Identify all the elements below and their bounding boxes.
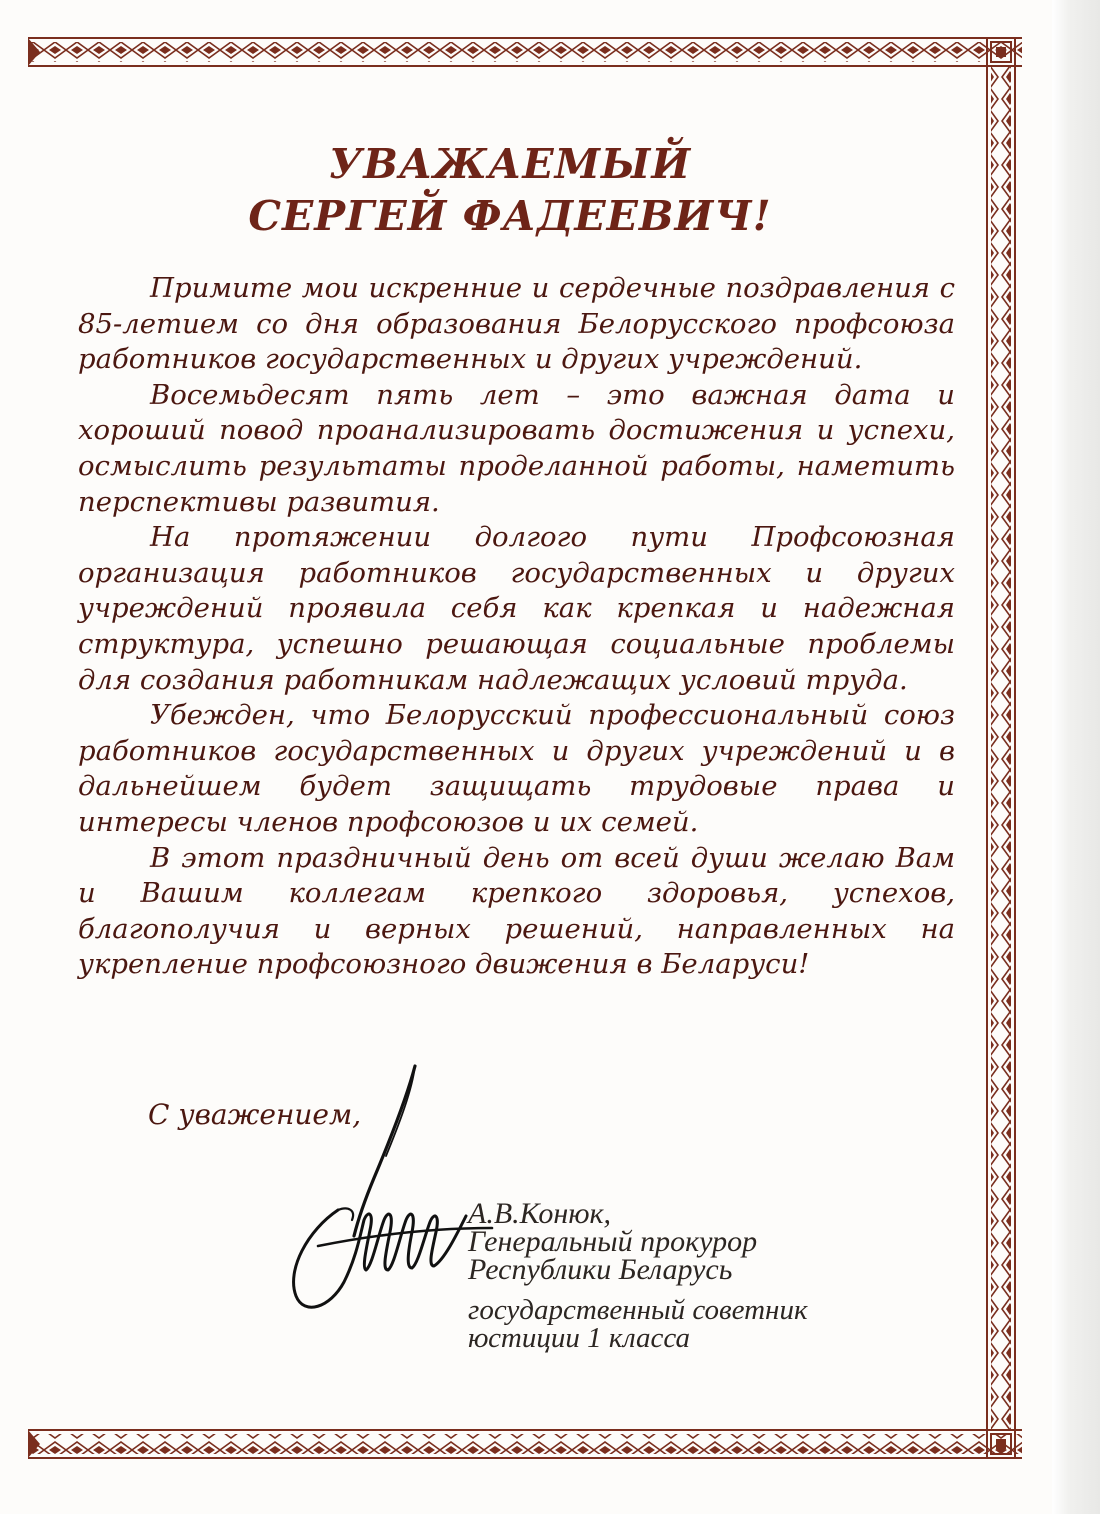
signatory-position-line-1: Генеральный прокурор <box>468 1225 758 1258</box>
salutation-heading <box>160 138 860 242</box>
signatory-rank <box>468 1296 808 1352</box>
paragraph-wishes: В этот праздничный день от всей души желаю Вам и Вашим коллегам крепкого здоровья, успехов, благополучия и верных решений, направленных на укрепление профсоюзного движения в Беларуси! <box>78 841 955 981</box>
paragraph-congratulation: Примите мои искренние и сердечные поздравления с 85-летием со дня образования Белорусского профсоюза работников государственных и других учреждений. <box>78 272 955 376</box>
salutation-line-2: СЕРГЕЙ ФАДЕЕВИЧ! <box>248 192 772 240</box>
signatory-position-line-2: Республики Беларусь <box>468 1253 733 1286</box>
border-top <box>28 38 1022 66</box>
signatory-rank-line-2: юстиции 1 класса <box>468 1322 691 1354</box>
signatory-rank-line-1: государственный советник <box>468 1294 808 1326</box>
paragraph-history: На протяжении долгого пути Профсоюзная организация работников государственных и других учреждений проявила себя как крепкая и надежная структура, успешно решающая социальные проблемы для создания работникам надлежащих условий труда. <box>78 521 955 696</box>
closing-phrase: С уважением, <box>148 1098 362 1131</box>
paragraph-anniversary: Восемьдесят пять лет – это важная дата и хороший повод проанализировать достижения и успехи, осмыслить результаты проделанной работы, наметить перспективы развития. <box>78 378 955 518</box>
border-bottom <box>28 1430 1022 1458</box>
salutation-line-1: УВАЖАЕМЫЙ <box>328 140 692 188</box>
border-right <box>987 38 1015 1458</box>
letter-body <box>78 271 955 983</box>
handwritten-signature <box>278 1060 508 1330</box>
signatory-block <box>468 1197 758 1286</box>
paragraph-conviction: Убежден, что Белорусский профессиональный союз работников государственных и других учреждений и в дальнейшем будет защищать трудовые права и интересы членов профсоюзов и их семей. <box>78 699 955 838</box>
signatory-name: А.В.Конюк, <box>468 1197 611 1230</box>
